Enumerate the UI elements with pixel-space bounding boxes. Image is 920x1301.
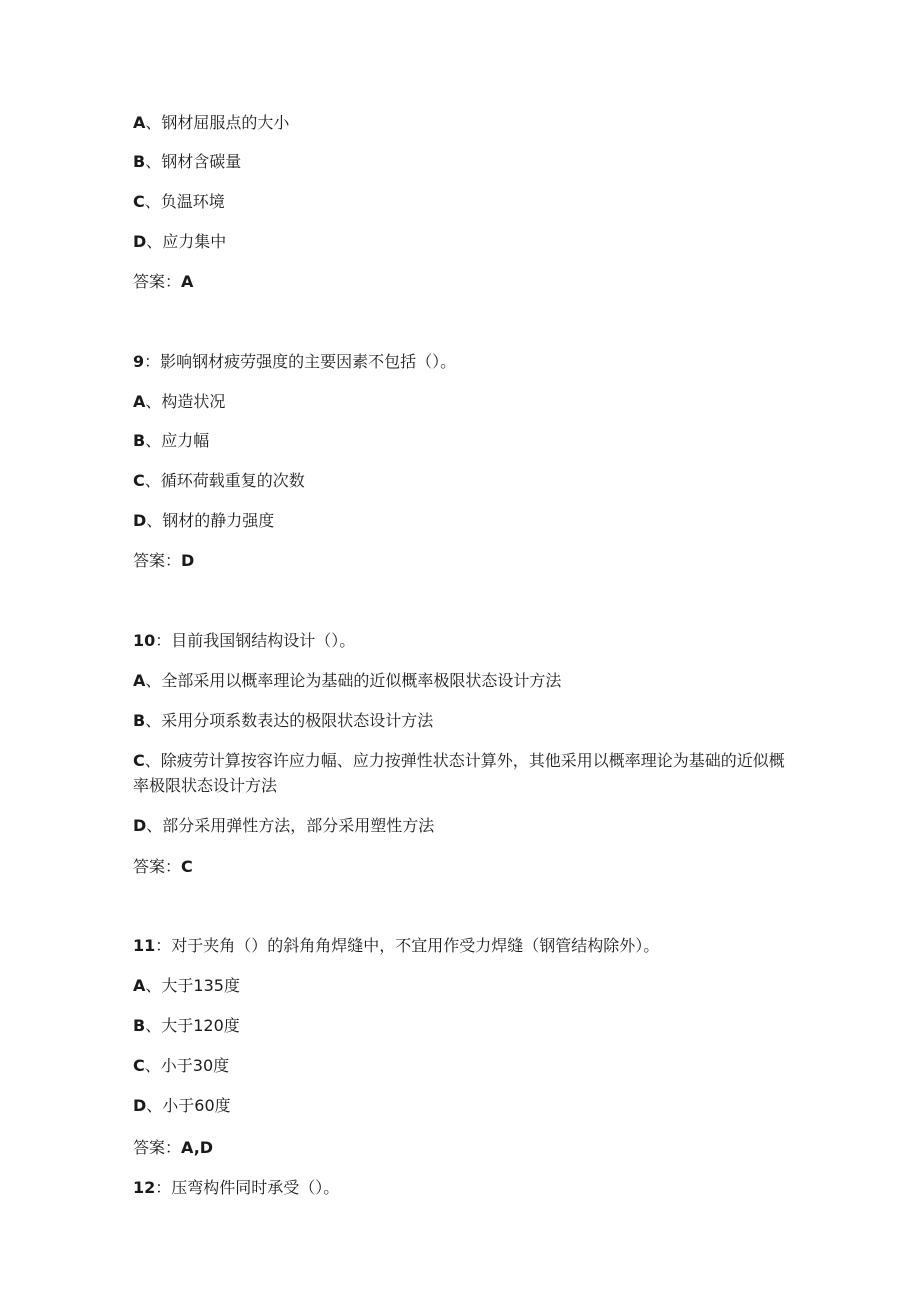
answer-label: 答案：: [133, 1138, 182, 1157]
option-text: 采用分项系数表达的极限状态设计方法: [161, 711, 434, 730]
answer-value: D: [181, 551, 195, 570]
q8-option-d: [133, 232, 226, 252]
option-letter: A: [133, 113, 146, 132]
option-letter: C: [133, 192, 145, 211]
q10-option-a: [133, 671, 561, 691]
option-sep: 、: [144, 751, 161, 770]
option-letter: D: [133, 511, 147, 530]
option-text: 构造状况: [161, 392, 226, 411]
question-sep: ：: [144, 352, 161, 371]
option-letter: C: [133, 471, 145, 490]
option-text: 钢材的静力强度: [162, 511, 275, 530]
option-letter: A: [133, 976, 146, 995]
q8-option-c: [133, 192, 225, 212]
option-text: 应力集中: [162, 232, 227, 251]
q9-option-d: [133, 511, 274, 531]
option-text: 小于60度: [162, 1096, 231, 1115]
question-text: 压弯构件同时承受（）。: [171, 1178, 340, 1197]
option-text: 大于120度: [161, 1016, 240, 1035]
option-sep: 、: [145, 113, 162, 132]
option-sep: 、: [144, 471, 161, 490]
q9-answer: [133, 551, 194, 571]
question-text: 影响钢材疲劳强度的主要因素不包括（）。: [160, 352, 457, 371]
option-text: 小于30度: [160, 1056, 230, 1075]
option-letter: A: [133, 392, 146, 411]
option-sep: 、: [146, 816, 163, 835]
option-letter: D: [133, 1096, 147, 1115]
option-letter: B: [133, 711, 146, 730]
option-text: 全部采用以概率理论为基础的近似概率极限状态设计方法: [161, 671, 562, 690]
q11-question: [133, 936, 659, 956]
q10-answer: [133, 857, 193, 877]
question-sep: ：: [155, 1178, 172, 1197]
option-text: 应力幅: [161, 431, 210, 450]
option-text: 部分采用弹性方法，部分采用塑性方法: [162, 816, 435, 835]
question-number: 9: [133, 352, 145, 371]
q8-option-a: [133, 113, 289, 133]
q11-answer: [133, 1138, 213, 1158]
option-sep: 、: [145, 711, 162, 730]
q9-option-b: [133, 431, 209, 451]
q8-option-b: [133, 152, 241, 172]
question-sep: ：: [155, 631, 172, 650]
q10-option-d: [133, 816, 434, 836]
option-letter: C: [133, 751, 145, 770]
option-sep: 、: [144, 192, 161, 211]
question-text: 目前我国钢结构设计（）。: [171, 631, 356, 650]
q10-question: [133, 631, 355, 651]
answer-value: A: [181, 272, 194, 291]
option-sep: 、: [146, 1096, 163, 1115]
q11-option-c: [133, 1056, 229, 1076]
answer-label: 答案：: [133, 272, 182, 291]
question-sep: ：: [155, 936, 172, 955]
q12-question: [133, 1178, 339, 1198]
option-sep: 、: [146, 511, 163, 530]
option-sep: 、: [145, 1016, 162, 1035]
option-sep: 、: [145, 392, 162, 411]
option-letter: B: [133, 431, 146, 450]
q11-option-d: [133, 1096, 231, 1116]
answer-label: 答案：: [133, 857, 182, 876]
option-sep: 、: [145, 152, 162, 171]
answer-label: 答案：: [133, 551, 182, 570]
question-number: 12: [133, 1178, 156, 1197]
q11-option-a: [133, 976, 240, 996]
q11-option-b: [133, 1016, 240, 1036]
q8-answer: [133, 272, 193, 292]
option-letter: B: [133, 1016, 146, 1035]
q9-question: [133, 352, 456, 372]
option-letter: D: [133, 816, 147, 835]
option-letter: A: [133, 671, 146, 690]
q9-option-a: [133, 392, 225, 412]
option-sep: 、: [145, 671, 162, 690]
q10-option-c: [133, 748, 793, 798]
answer-value: A,D: [181, 1138, 214, 1157]
option-text: 钢材屈服点的大小: [161, 113, 290, 132]
answer-value: C: [181, 857, 193, 876]
q10-option-b: [133, 711, 433, 731]
option-sep: 、: [145, 976, 162, 995]
option-sep: 、: [146, 232, 163, 251]
question-number: 10: [133, 631, 156, 650]
option-letter: D: [133, 232, 147, 251]
option-text: 大于135度: [161, 976, 240, 995]
option-sep: 、: [144, 1056, 161, 1075]
option-letter: B: [133, 152, 146, 171]
option-text: 负温环境: [160, 192, 225, 211]
question-text: 对于夹角（）的斜角角焊缝中，不宜用作受力焊缝（钢管结构除外）。: [171, 936, 660, 955]
option-text: 钢材含碳量: [161, 152, 242, 171]
option-sep: 、: [145, 431, 162, 450]
question-number: 11: [133, 936, 156, 955]
q9-option-c: [133, 471, 305, 491]
option-text: 除疲劳计算按容许应力幅、应力按弹性状态计算外，其他采用以概率理论为基础的近似概率极限状态设计方法: [133, 751, 785, 795]
option-text: 循环荷载重复的次数: [160, 471, 305, 490]
option-letter: C: [133, 1056, 145, 1075]
